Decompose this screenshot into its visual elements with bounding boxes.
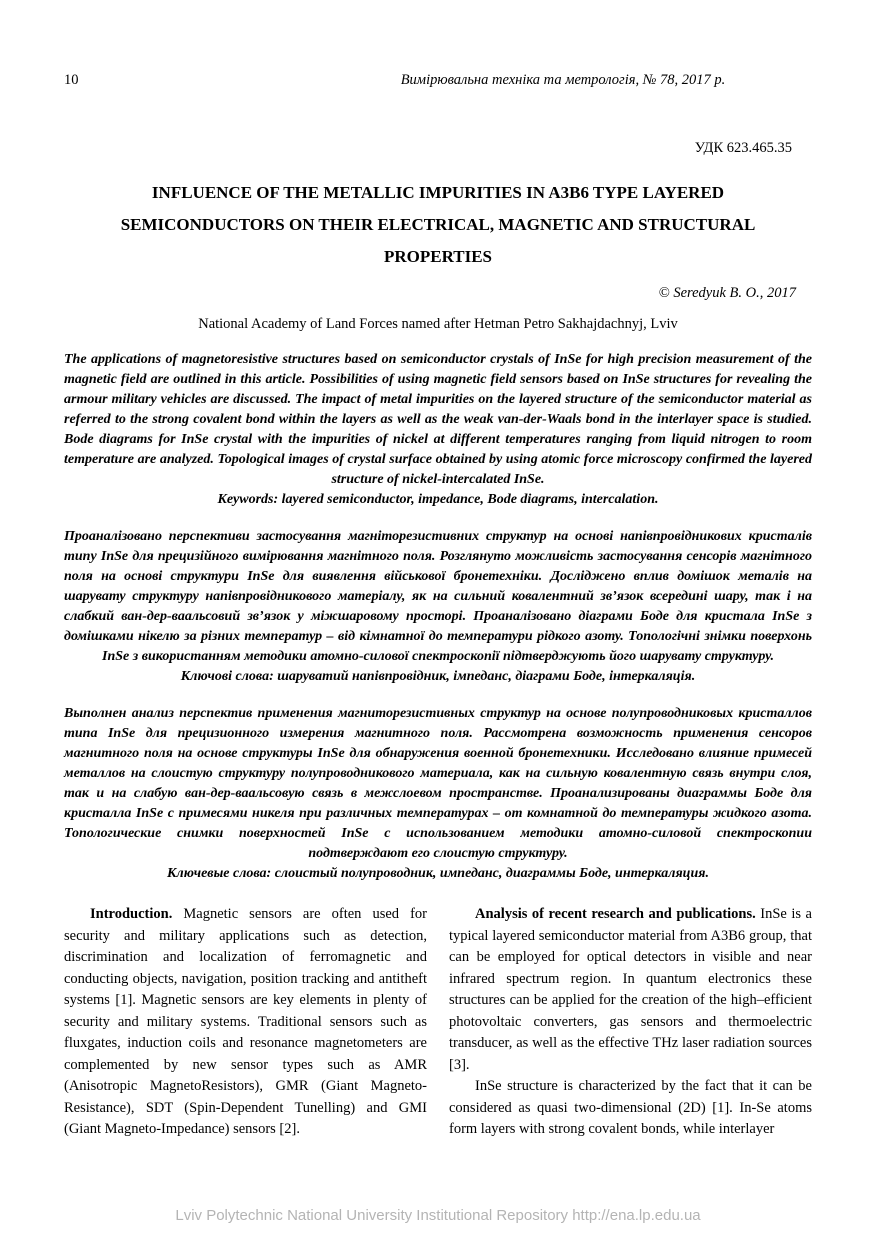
- journal-header: Вимірювальна техніка та метрологія, № 78, 2017 р.: [400, 72, 726, 88]
- right-column: [449, 904, 812, 1141]
- section-heading-introduction: Introduction.: [90, 906, 173, 922]
- left-column: [64, 904, 427, 1141]
- introduction-text: Magnetic sensors are often used for security and military applications such as detection, discrimination and localization of ferromagnetic and conducting objects, navigation, position tracking and antitheft systems [1]. Magnetic sensors are key elements in plenty of security and military systems. Traditional sensors such as fluxgates, induction coils and resonance magnetometers are complemented by new sensor types such as AMR (Anisotropic MagnetoResistors), GMR (Giant Magneto-Resistance), SDT (Spin-Dependent Tunelling) and GMI (Giant Magneto-Impedance) sensors [2].: [64, 906, 427, 1137]
- article-title: INFLUENCE OF THE METALLIC IMPURITIES IN A3B6 TYPE LAYERED SEMICONDUCTORS ON THEIR ELECTRICAL, MAGNETIC AND STRUCTURAL PROPERTIES: [120, 183, 756, 266]
- abstract-block-russian: [64, 704, 812, 884]
- analysis-text-1: InSe is a typical layered semiconductor material from A3B6 group, that can be employed for optical detectors in visible and near infrared spectrum region. In quantum electronics these structures can be applied for the creation of the high–efficient photovoltaic converters, gas sensors and thermoelectric transducer, as well as the effective THz laser radiation sources [3].: [449, 906, 812, 1073]
- keywords-ukrainian: Ключові слова: шаруватий напівпровідник, імпеданс, діаграми Боде, інтеркаляція.: [180, 669, 696, 684]
- copyright-line: © Seredyuk B. O., 2017: [658, 285, 796, 301]
- abstract-russian: Выполнен анализ перспектив применения магниторезистивных структур на основе полупроводниковых кристаллов типа InSe для прецизионного измерения магнитного поля. Рассмотрена возможность применения сенсоров магнитного поля на основе структуры InSe для обнаружения военной бронетехники. Исследовано влияние примесей металлов на слоистую структуру полупроводникового материала, как на сильную ковалентную связь внутри слоя, так и на слабую ван-дер-ваальсовую связь в межслоевом пространстве. Проанализированы диаграммы Боде для кристалла InSe с примесями никеля при различных температурах – от комнатной до температуры жидкого азота. Топологические снимки поверхностей InSe с использованием методики атомно-силовой спектроскопии подтверждают его слоистую структуру.: [64, 706, 812, 861]
- abstract-block-ukrainian: [64, 527, 812, 687]
- repository-footer: Lviv Polytechnic National University Institutional Repository http://ena.lp.edu.ua: [175, 1207, 701, 1224]
- abstract-block-english: [64, 350, 812, 510]
- analysis-paragraph-1: [449, 904, 812, 1076]
- section-heading-analysis: Analysis of recent research and publications.: [475, 906, 756, 922]
- keywords-russian: Ключевые слова: слоистый полупроводник, импеданс, диаграммы Боде, интеркаляция.: [167, 866, 709, 881]
- affiliation-line: National Academy of Land Forces named after Hetman Petro Sakhajdachnyj, Lviv: [198, 316, 678, 332]
- keywords-english: Keywords: layered semiconductor, impedance, Bode diagrams, intercalation.: [217, 492, 659, 507]
- body-columns: [64, 904, 812, 1141]
- running-header: [64, 72, 812, 92]
- abstract-english: The applications of magnetoresistive structures based on semiconductor crystals of InSe for high precision measurement of the magnetic field are outlined in this article. Possibilities of using magnetic field sensors based on InSe structures for revealing the armour military vehicles are discussed. The impact of metal impurities on the layered structure of the semiconductor material as referred to the strong covalent bond within the layers as well as the weak van-der-Waals bond in the interlayer space is studied. Bode diagrams for InSe crystal with the impurities of nickel at different temperatures ranging from liquid nitrogen to room temperature are analyzed. Topological images of crystal surface obtained by using atomic force microscopy confirmed the layered structure of nickel-intercalated InSe.: [64, 352, 812, 487]
- analysis-paragraph-2: [449, 1076, 812, 1141]
- analysis-text-2: InSe structure is characterized by the fact that it can be considered as quasi two-dimensional (2D) [1]. In-Se atoms form layers with strong covalent bonds, while interlayer: [449, 1078, 812, 1137]
- udc-number: УДК 623.465.35: [694, 140, 792, 156]
- abstract-ukrainian: Проаналізовано перспективи застосування магніторезистивних структур на основі напівпровідникових кристалів типу InSe для прецизійного вимірювання магнітного поля. Розглянуто можливість застосування сенсорів магнітного поля на основі структури InSe для виявлення військової бронетехніки. Досліджено вплив домішок металів на шарувату структуру напівпровідникового матеріалу, як на сильний ковалентний зв’язок всередині шару, так і на слабкий ван-дер-ваальсовий зв’язок у міжшаровому просторі. Проаналізовано діаграми Боде для кристала InSe з домішками нікелю за різних температур – від кімнатної до температури рідкого азоту. Топологічні знімки поверхонь InSe з використанням методики атомно-силової спектроскопії підтверджують його шарувату структуру.: [64, 529, 812, 664]
- page-number: 10: [64, 72, 79, 88]
- introduction-paragraph: [64, 904, 427, 1141]
